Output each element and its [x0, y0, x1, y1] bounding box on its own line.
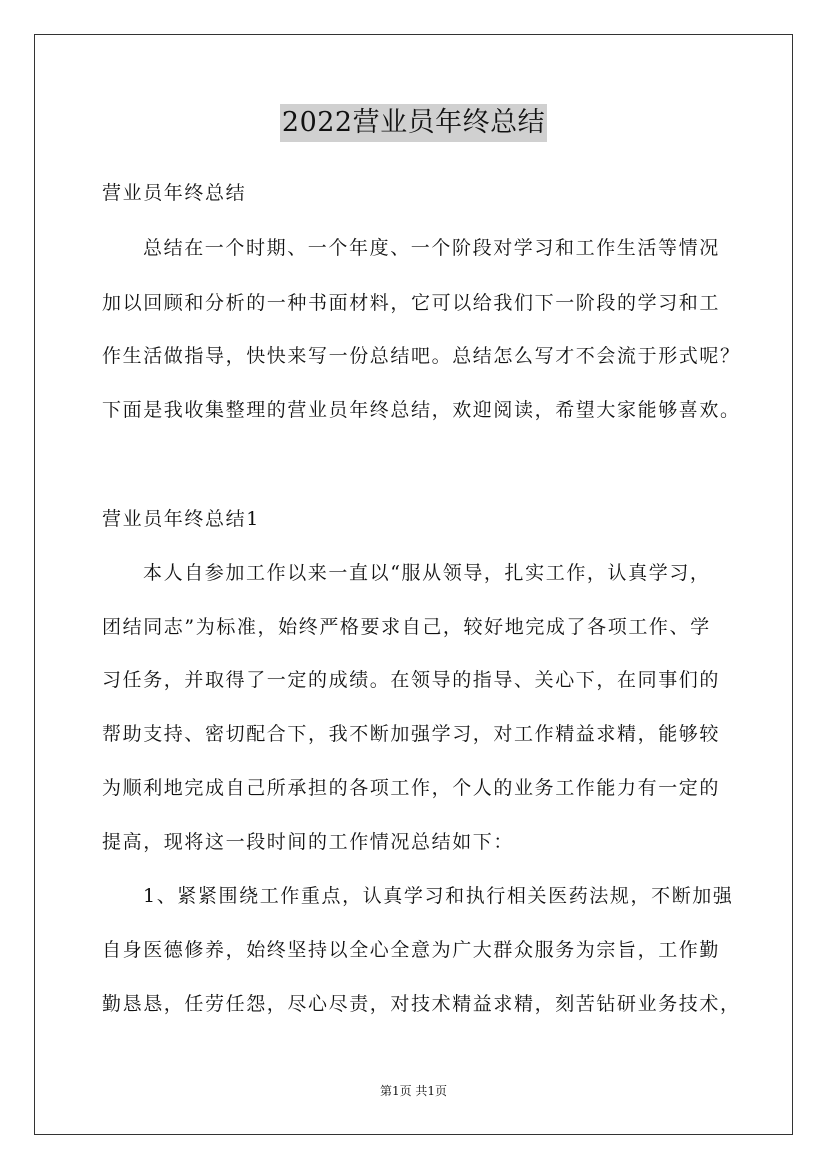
- section-line-4: 帮助支持、密切配合下，我不断加强学习，对工作精益求精，能够较: [102, 723, 721, 745]
- intro-line-4: 下面是我收集整理的营业员年终总结，欢迎阅读，希望大家能够喜欢。: [102, 399, 741, 421]
- intro-line-1: 总结在一个时期、一个年度、一个阶段对学习和工作生活等情况: [143, 237, 720, 259]
- page-footer: 第1页 共1页: [379, 1084, 448, 1098]
- section-line-6: 提高，现将这一段时间的工作情况总结如下：: [102, 831, 515, 853]
- intro-line-3: 作生活做指导，快快来写一份总结吧。总结怎么写才不会流于形式呢？: [102, 345, 741, 367]
- title-container: [0, 104, 827, 142]
- section-line-3: 习任务，并取得了一定的成绩。在领导的指导、关心下，在同事们的: [102, 669, 721, 691]
- section-line-5: 为顺利地完成自己所承担的各项工作，个人的业务工作能力有一定的: [102, 777, 721, 799]
- point-line-1: 1、紧紧围绕工作重点，认真学习和执行相关医药法规，不断加强: [143, 885, 734, 907]
- section-line-2: 团结同志”为标准，始终严格要求自己，较好地完成了各项工作、学: [102, 616, 711, 638]
- document-subtitle: 营业员年终总结: [102, 182, 247, 204]
- intro-line-2: 加以回顾和分析的一种书面材料，它可以给我们下一阶段的学习和工: [102, 292, 721, 314]
- section-heading: 营业员年终总结1: [102, 508, 260, 530]
- point-line-2: 自身医德修养，始终坚持以全心全意为广大群众服务为宗旨，工作勤: [102, 939, 721, 961]
- document-title: 2022营业员年终总结: [280, 104, 547, 142]
- section-line-1: 本人自参加工作以来一直以“服从领导，扎实工作，认真学习，: [143, 562, 711, 584]
- point-line-3: 勤恳恳，任劳任怨，尽心尽责，对技术精益求精，刻苦钻研业务技术，: [102, 993, 741, 1015]
